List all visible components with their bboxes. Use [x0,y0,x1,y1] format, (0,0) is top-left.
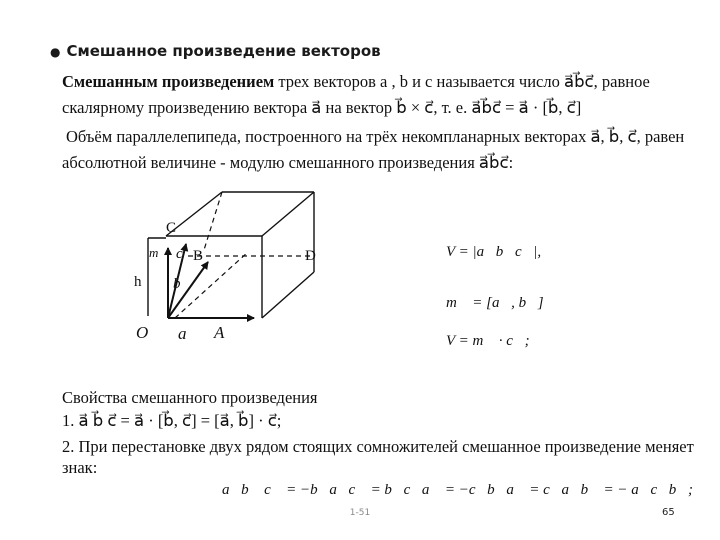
hidden-edge-vertical [204,192,222,250]
edge-top-right [262,192,314,236]
volume-line-2: абсолютной величине - модулю смешанного произведения a⃗b⃗c⃗: [62,153,514,172]
label-B: B [193,248,204,264]
label-m: m⃗ [149,245,169,260]
definition-line-2: скалярному произведению вектора a⃗ на вектор b⃗ × c⃗, т. е. a⃗b⃗c⃗ = a⃗ · [b⃗, c⃗] [62,98,582,117]
formula-m-cross: m⃗ = [a⃗, b⃗] [446,295,544,311]
definition-bold-term: Смешанным произведением [62,72,275,91]
formula-volume-abs: V = |a⃗b⃗c⃗|, [446,244,542,260]
property-1: 1. a⃗ b⃗ c⃗ = a⃗ · [b⃗, c⃗] = [a⃗, b⃗] · c⃗; [62,411,282,430]
definition-line-1-rest: трех векторов a , b и c называется число a⃗b⃗c⃗, равное [274,72,650,91]
label-A: A [214,323,225,342]
label-h: h [134,274,142,290]
edge-bottom-right [262,272,314,318]
footer-slide-range: 1-51 [349,508,371,518]
page-number: 65 [662,507,675,518]
label-O: O [136,323,149,342]
label-c: c⃗ [176,246,195,262]
title-bullet: ● [50,45,61,59]
label-a: a⃗ [178,324,200,343]
volume-line-1: Объём параллелепипеда, построенного на трёх некомпланарных векторах a⃗, b⃗, c⃗, равен [66,127,685,146]
title-text: Смешанное произведение векторов [66,42,381,60]
property-2-line-2: знак: [62,458,98,477]
formula-volume-dot: V = m⃗ · c⃗; [446,333,530,349]
label-D: D [305,248,316,264]
property-2-formula: a⃗b⃗ c⃗ = −b⃗a⃗c⃗ = b⃗c⃗a⃗ = −c⃗b⃗a⃗ = c⃗a⃗b⃗ = − a⃗c⃗b⃗; [222,482,693,498]
label-b: b⃗ [173,276,193,292]
property-2-line-1: 2. При перестановке двух рядом стоящих сомножителей смешанное произведение меняет [62,437,694,456]
label-C: C [166,220,177,236]
properties-title: Свойства смешанного произведения [62,388,318,407]
